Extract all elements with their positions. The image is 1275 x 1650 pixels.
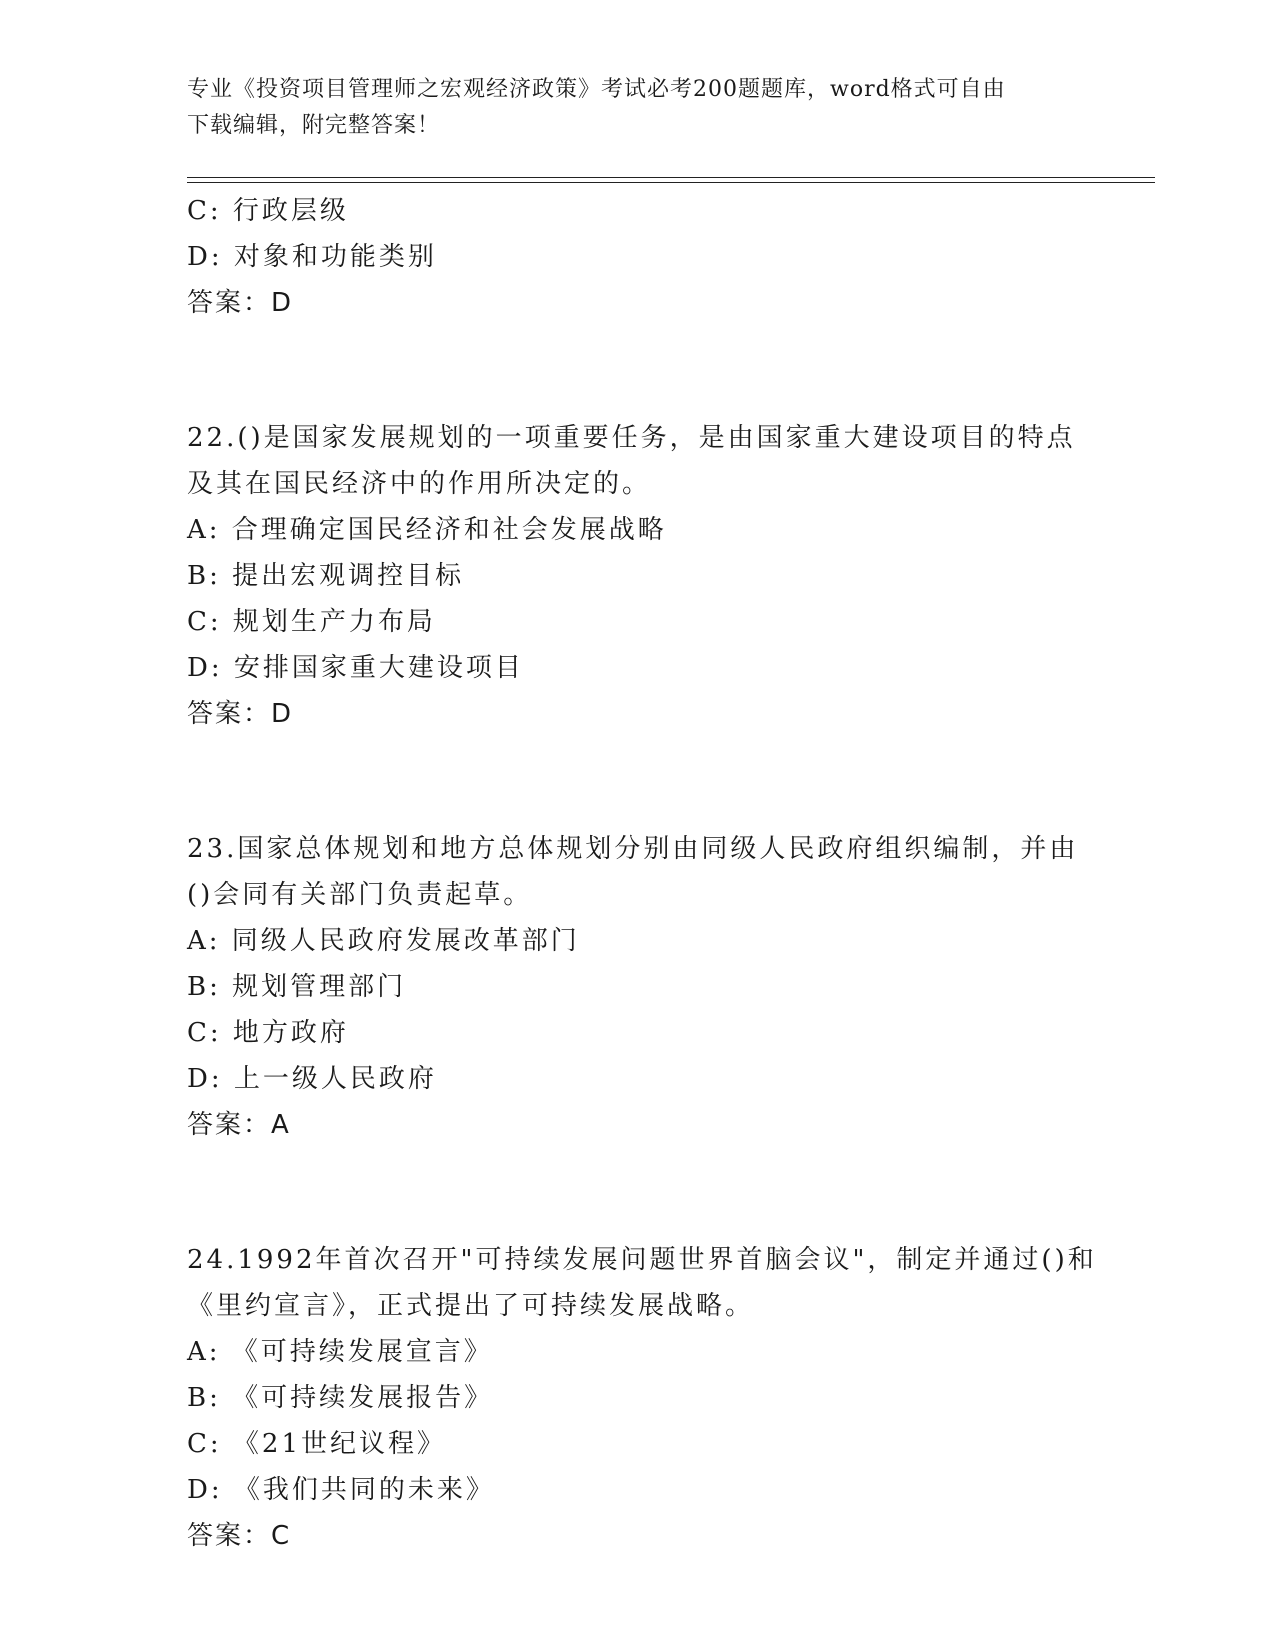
- option-d: D: 上一级人民政府: [187, 1064, 437, 1094]
- question-block-23: [187, 826, 1087, 1148]
- option-c: C: 《21世纪议程》: [187, 1429, 447, 1459]
- option-c: C: 地方政府: [187, 1018, 349, 1048]
- question-text-line-1: 22.()是国家发展规划的一项重要任务，是由国家重大建设项目的特点: [187, 423, 1076, 453]
- question-text-line-2: ()会同有关部门负责起草。: [187, 880, 533, 910]
- question-block-22: [187, 415, 1087, 737]
- question-text-line-1: 23.国家总体规划和地方总体规划分别由同级人民政府组织编制，并由: [187, 834, 1079, 864]
- answer-line: 答案：A: [187, 1110, 291, 1140]
- option-c: C: 规划生产力布局: [187, 607, 436, 637]
- question-block-24: [187, 1237, 1097, 1559]
- answer-line: 答案：C: [187, 1521, 292, 1551]
- option-b: B: 《可持续发展报告》: [187, 1383, 494, 1413]
- option-a: A: 同级人民政府发展改革部门: [187, 926, 580, 956]
- spacer: [187, 737, 1087, 826]
- question-block-21-tail: [187, 188, 1087, 326]
- answer-line: 答案：D: [187, 288, 294, 318]
- option-a: A: 《可持续发展宣言》: [187, 1337, 493, 1367]
- option-b: B: 提出宏观调控目标: [187, 561, 465, 591]
- header-line-1: 专业《投资项目管理师之宏观经济政策》考试必考200题题库，word格式可自由: [187, 77, 1006, 102]
- answer-line: 答案：D: [187, 699, 294, 729]
- option-b: B: 规划管理部门: [187, 972, 407, 1002]
- option-c: C: 行政层级: [187, 196, 349, 226]
- header-rule-bottom: [187, 182, 1155, 183]
- spacer: [187, 1148, 1087, 1237]
- option-a: A: 合理确定国民经济和社会发展战略: [187, 515, 667, 545]
- spacer: [187, 326, 1087, 415]
- question-text-line-1: 24.1992年首次召开"可持续发展问题世界首脑会议"，制定并通过()和: [187, 1245, 1097, 1275]
- header-line-2: 下载编辑，附完整答案！: [187, 113, 441, 138]
- header-rule-top: [187, 177, 1155, 178]
- option-d: D: 《我们共同的未来》: [187, 1475, 495, 1505]
- document-header: [187, 72, 1067, 144]
- option-d: D: 对象和功能类别: [187, 242, 437, 272]
- question-text-line-2: 《里约宣言》，正式提出了可持续发展战略。: [187, 1291, 755, 1321]
- question-text-line-2: 及其在国民经济中的作用所决定的。: [187, 469, 652, 499]
- option-d: D: 安排国家重大建设项目: [187, 653, 524, 683]
- document-body: [187, 188, 1097, 1559]
